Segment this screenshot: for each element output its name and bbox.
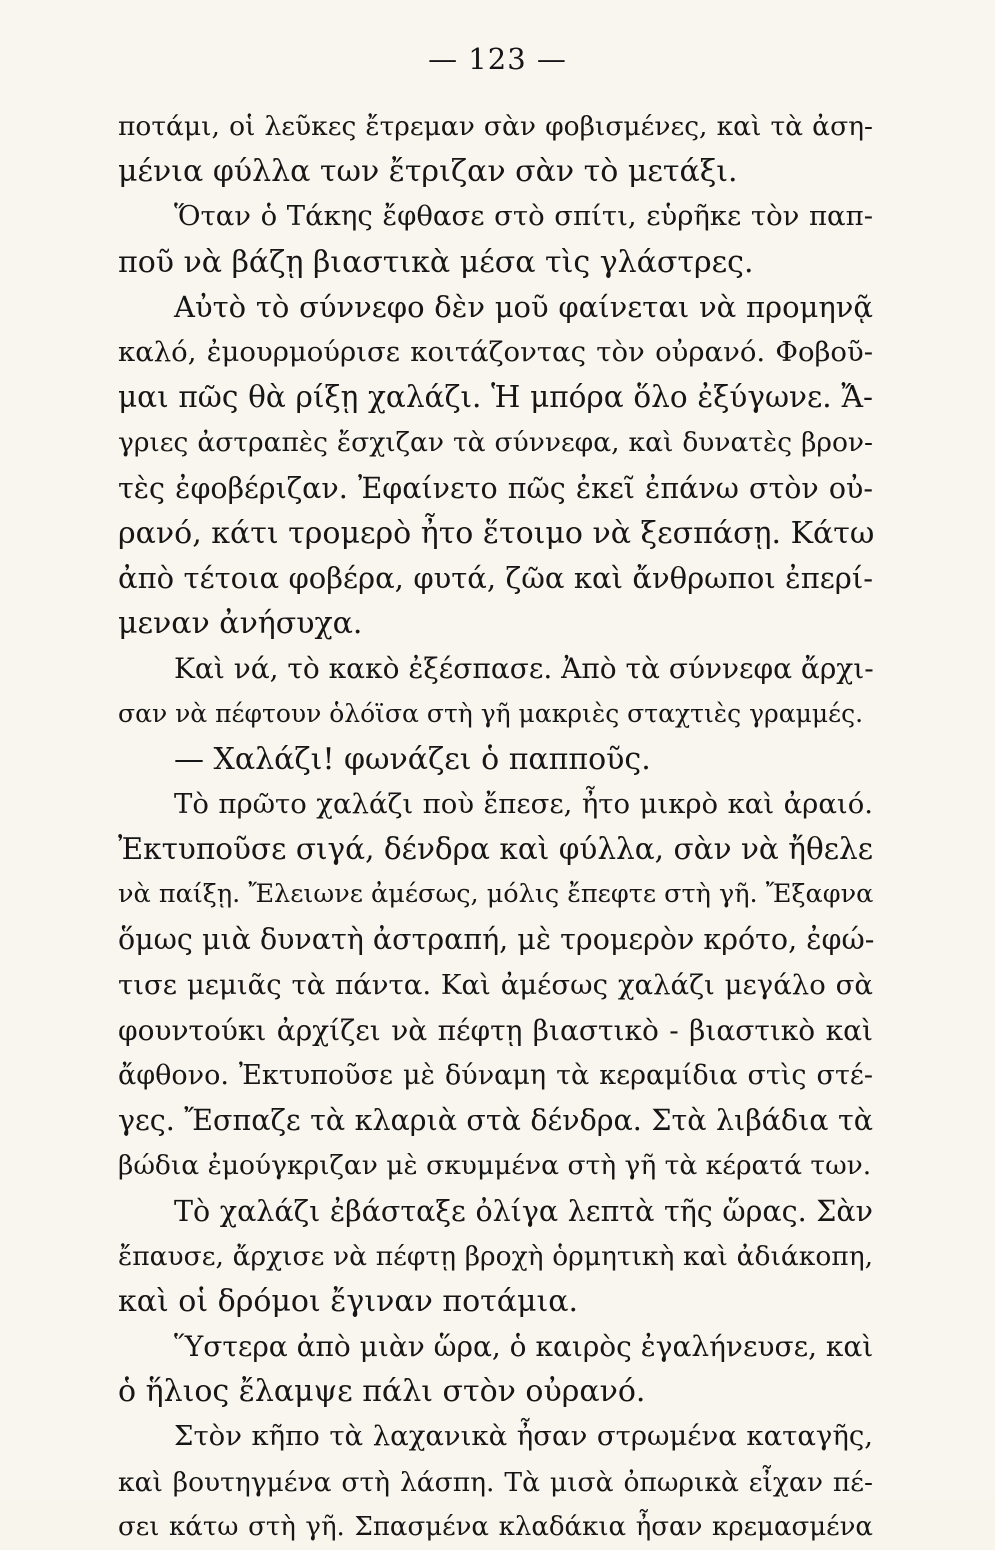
text-line: Ὅταν ὁ Τάκης ἔφθασε στὸ σπίτι, εὑρῆκε τὸν παπ- [174, 200, 873, 233]
text-line: ρανό, κάτι τρομερὸ ἦτο ἕτοιμο νὰ ξεσπάσῃ. Κάτω [118, 515, 875, 551]
text-line: σει κάτω στὴ γῆ. Σπασμένα κλαδάκια ἦσαν κρεμασμένα [118, 1511, 873, 1542]
text-line: καὶ βουτηγμένα στὴ λάσπη. Τὰ μισὰ ὀπωρικὰ εἶχαν πέ- [118, 1466, 873, 1498]
text-line: Ὕστερα ἀπὸ μιὰν ὥρα, ὁ καιρὸς ἐγαλήνευσε, καὶ [174, 1330, 874, 1364]
text-line: γες. Ἔσπαζε τὰ κλαριὰ στὰ δένδρα. Στὰ λιβάδια τὰ [118, 1104, 873, 1138]
text-line: φουντούκι ἀρχίζει νὰ πέφτῃ βιαστικὸ - βιαστικὸ καὶ [118, 1013, 873, 1047]
text-line: μαι πῶς θὰ ρίξῃ χαλάζι. Ἡ μπόρα ὅλο ἐξύγωνε. Ἄ- [118, 380, 873, 415]
text-line: ὅμως μιὰ δυνατὴ ἀστραπή, μὲ τρομερὸν κρότο, ἐφώ- [118, 923, 875, 957]
text-line: γριες ἀστραπὲς ἔσχιζαν τὰ σύννεφα, καὶ δυνατὲς βρον- [118, 427, 873, 459]
text-line: Στὸν κῆπο τὰ λαχανικὰ ἦσαν στρωμένα καταγῆς, [174, 1420, 873, 1453]
text-line: νὰ παίξῃ. Ἔλειωνε ἀμέσως, μόλις ἔπεφτε στὴ γῆ. Ἔξαφνα [118, 879, 874, 910]
text-line: τισε μεμιᾶς τὰ πάντα. Καὶ ἀμέσως χαλάζι μεγάλο σὰ [118, 968, 873, 1001]
text-line: Αὐτὸ τὸ σύννεφο δὲν μοῦ φαίνεται νὰ προμηνᾷ [174, 289, 873, 324]
body-text [118, 104, 873, 1550]
text-line: Καὶ νά, τὸ κακὸ ἐξέσπασε. Ἀπὸ τὰ σύννεφα ἄρχι- [174, 652, 874, 686]
text-line: ἀπὸ τέτοια φοβέρα, φυτά, ζῶα καὶ ἄνθρωποι ἐπερί- [118, 560, 873, 595]
page-number: — 123 — [428, 42, 567, 76]
text-line: — Χαλάζι! φωνάζει ὁ παπποῦς. [174, 741, 651, 777]
text-line: καὶ οἱ δρόμοι ἔγιναν ποτάμια. [118, 1283, 579, 1319]
text-line: ἔπαυσε, ἄρχισε νὰ πέφτῃ βροχὴ ὁρμητικὴ καὶ ἀδιάκοπη, [118, 1240, 873, 1272]
text-line: τὲς ἐφοβέριζαν. Ἐφαίνετο πῶς ἐκεῖ ἐπάνω στὸν οὐ- [118, 471, 873, 505]
text-line: Τὸ χαλάζι ἐβάσταξε ὀλίγα λεπτὰ τῆς ὥρας. Σὰν [174, 1194, 873, 1228]
text-line: ἄφθονο. Ἐκτυποῦσε μὲ δύναμη τὰ κεραμίδια στὶς στέ- [118, 1059, 873, 1091]
text-line: ὁ ἥλιος ἔλαμψε πάλι στὸν οὐρανό. [118, 1374, 646, 1410]
text-line: καλό, ἐμουρμούρισε κοιτάζοντας τὸν οὐρανό. Φοβοῦ- [118, 335, 873, 368]
text-line: βώδια ἐμούγκριζαν μὲ σκυμμένα στὴ γῆ τὰ κέρατά των. [118, 1150, 872, 1182]
text-line: ποῦ νὰ βάζῃ βιαστικὰ μέσα τὶς γλάστρες. [118, 244, 754, 280]
text-line: Τὸ πρῶτο χαλάζι ποὺ ἔπεσε, ἦτο μικρὸ καὶ ἀραιό. [174, 787, 873, 820]
text-line: σαν νὰ πέφτουν ὁλόϊσα στὴ γῆ μακριὲς σταχτιὲς γραμμές. [118, 699, 864, 729]
text-line: μεναν ἀνήσυχα. [118, 606, 363, 642]
text-line: ποτάμι, οἱ λεῦκες ἔτρεμαν σὰν φοβισμένες, καὶ τὰ ἀση- [118, 111, 873, 142]
text-line: μένια φύλλα των ἔτριζαν σὰν τὸ μετάξι. [118, 154, 738, 190]
text-line: Ἐκτυποῦσε σιγά, δένδρα καὶ φύλλα, σὰν νὰ ἤθελε [118, 832, 873, 866]
